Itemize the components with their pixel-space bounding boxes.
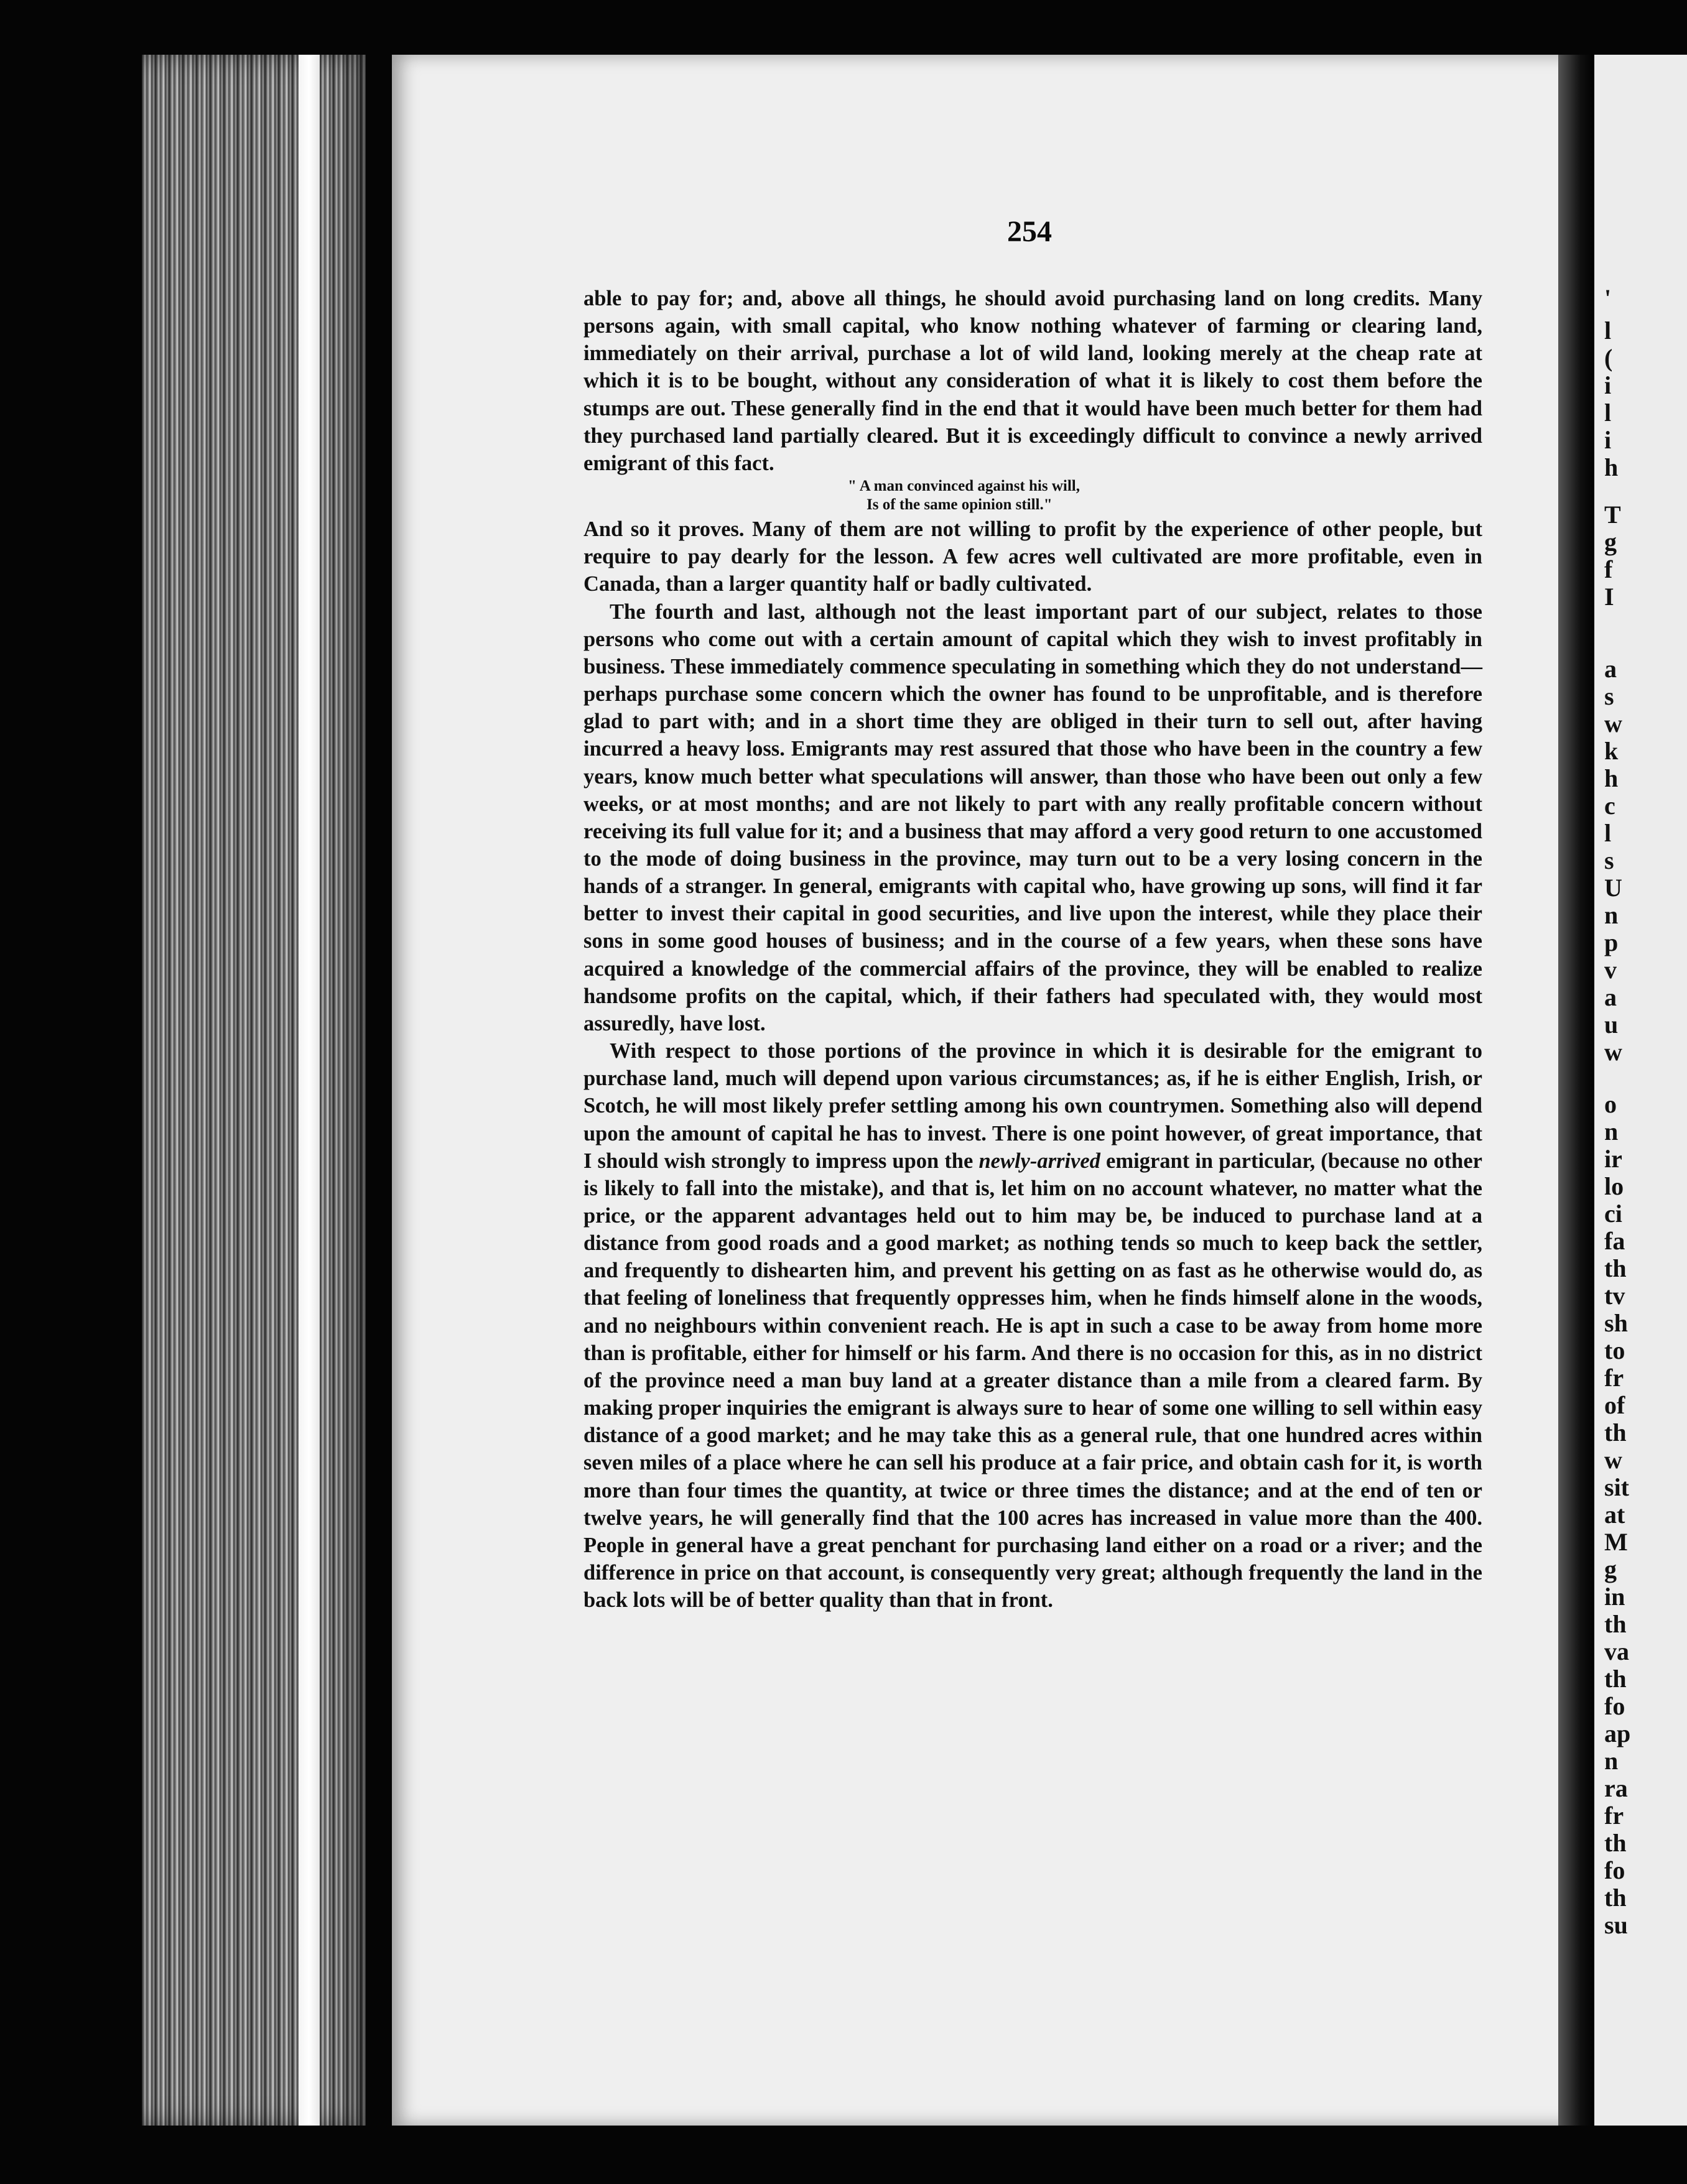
facing-page-letter: n [1604,901,1619,929]
facing-page-letter: lo [1604,1172,1624,1200]
facing-page-letter: h [1604,764,1619,792]
facing-page-letter: ' [1604,284,1612,312]
facing-page-letter: I [1604,583,1614,611]
facing-page-letter: va [1604,1637,1629,1665]
facing-page-letter: u [1604,1011,1619,1039]
paragraph: able to pay for; and, above all things, he should avoid purchasing land on long credits. Many persons again, with small capital, who know nothing whatever of farming or clearing land, immediately on their arrival, purchase a lot of wild land, looking merely at the cheap rate at which it is to be bought, without any consideration of what it is likely to cost them before the stumps are out. These generally find in the end that it would have been much better for them had they purchased land partially cleared. But it is exceedingly difficult to convince a newly arrived emigrant of this fact. [583,287,1482,475]
facing-page-letter: i [1604,371,1612,399]
facing-page-letter: n [1604,1117,1619,1145]
facing-page-letter: v [1604,956,1617,984]
facing-page-letter: th [1604,1665,1627,1693]
paragraph [583,1037,1482,1614]
facing-page-letter: th [1604,1254,1627,1282]
paragraph-text: With respect to those portions of the province in which it is desirable for the emigrant to purchase land, much will depend upon various circumstances; as, if he is either English, Irish, or Scotch, he will most likely prefer settling among his own countrymen. Something also will depend upon the amount of capital he has to invest. There is one point however, of great importance, that I should wish strongly to impress upon the [583,1039,1482,1173]
facing-page-letter: w [1604,710,1622,738]
facing-page-letter: th [1604,1610,1627,1638]
facing-page-letter: fo [1604,1692,1625,1720]
verse-line: " A man convinced against his will, [848,478,1080,495]
facing-page-letter: o [1604,1090,1617,1118]
facing-page-letter: th [1604,1884,1627,1912]
facing-page-letter: sit [1604,1473,1629,1501]
facing-page-letter: U [1604,874,1622,902]
book-gutter [1558,55,1594,2126]
book-page-edges [142,55,366,2126]
facing-page-letter: ci [1604,1200,1622,1228]
facing-page-letter: h [1604,453,1619,481]
facing-page-letter: in [1604,1583,1625,1611]
facing-page-letter: ( [1604,344,1613,372]
facing-page-letter: f [1604,555,1613,583]
facing-page-letter: a [1604,655,1617,683]
emphasized-text: newly-arrived [978,1149,1100,1173]
facing-page-letter: to [1604,1336,1625,1364]
facing-page-letter: at [1604,1501,1625,1529]
facing-page-letter: fr [1604,1802,1624,1830]
paragraph: The fourth and last, although not the least important part of our subject, relates to those persons who come out with a certain amount of capital which they wish to invest profitably in business. These immediately commence speculating in something which they do not understand—perhaps purchase some concern which the owner has found to be unprofitable, and is therefore glad to part with; and in a short time they are obliged in their turn to sell out, after having incurred a heavy loss. Emigrants may rest assured that those who have been in the country a few years, know much better what speculations will answer, than those who have been out only a few weeks, or at most months; and are not likely to part with any really profitable concern without receiving its full value for it; and a business that may afford a very good return to one accustomed to the mode of doing business in the province, may turn out to be a very losing concern in the hands of a stranger. In general, emigrants with capital who, have growing up sons, will find it far better to invest their capital in good securities, and live upon the interest, while they place their sons in some good houses of business; and in the course of a few years, when these sons have acquired a knowledge of the commercial affairs of the province, they will be enabled to realize handsome profits on the capital, which, if their fathers had speculated with, they would most assuredly, have lost. [583,599,1482,1035]
facing-page-letter: th [1604,1418,1627,1446]
facing-page-letter: l [1604,399,1612,427]
verse-line: Is of the same opinion still." [867,496,1053,514]
facing-page-letter: th [1604,1829,1627,1857]
facing-page-letter: s [1604,682,1614,710]
paragraph: And so it proves. Many of them are not willing to profit by the experience of other people, but require to pay dearly for the lesson. A few acres well cultivated are more profitable, even in Canada, than a larger quantity half or badly cultivated. [583,517,1482,596]
facing-page-letter: ra [1604,1774,1628,1802]
paragraph-text: emigrant in particular, (because no other is likely to fall into the mistake), and that is, let him on no account whatever, no matter what the price, or the apparent advantages held out to him may be, be induced to purchase land at a distance from good roads and a good market; as nothing tends so much to keep back the settler, and frequently to dishearten him, and prevent his getting on as fast as he otherwise would do, as that feeling of loneliness that frequently oppresses him, when he finds himself alone in the woods, and no neighbours within convenient reach. He is apt in such a case to be away from home more than is profitable, either for himself or his farm. And there is no occasion for this, as in no district of the province need a man buy land at a greater distance than a mile from a cleared farm. By making proper inquiries the emigrant is always sure to hear of some one willing to sell within easy distance of a good market; and he may take this as a general rule, that one hundred acres within seven miles of a place where he can sell his produce at a fair price, and obtain cash for it, is worth more than four times the quantity, at twice or three times the distance; and at the end of ten or twelve years, he will generally find that the 100 acres has increased in value more than the 400. People in general have a great penchant for purchasing land either on a road or a river; and the difference in price on that account, is consequently very great; although frequently the land in the back lots will be of better quality than that in front. [583,1149,1482,1613]
facing-page-letter: k [1604,737,1619,765]
facing-page-letter: sh [1604,1309,1628,1337]
facing-page-letter: w [1604,1038,1622,1066]
facing-page-letter: s [1604,846,1614,874]
facing-page-letter: n [1604,1747,1619,1775]
facing-page-letter: g [1604,1555,1617,1583]
facing-page-letter: fa [1604,1227,1625,1255]
facing-page-letter: of [1604,1391,1625,1419]
verse-quotation [583,477,1482,514]
facing-page-letter: fo [1604,1856,1625,1884]
facing-page-letter: a [1604,983,1617,1011]
facing-page-fragment [1594,55,1687,2126]
facing-page-letter: i [1604,426,1612,454]
facing-page-letter: M [1604,1528,1628,1556]
body-text [583,285,1482,1614]
facing-page-letter: ir [1604,1145,1622,1173]
facing-page-letter: l [1604,317,1612,345]
facing-page-letter: w [1604,1446,1622,1474]
page-number: 254 [1007,215,1052,248]
facing-page-letter: g [1604,528,1617,556]
facing-page-letter: p [1604,928,1619,956]
facing-page-letter: T [1604,501,1621,529]
facing-page-letter: fr [1604,1364,1624,1392]
facing-page-letter: su [1604,1911,1628,1939]
facing-page-letter: tv [1604,1282,1625,1310]
facing-page-letter: c [1604,792,1615,820]
page-edge-highlight [299,55,320,2126]
facing-page-letter: l [1604,819,1612,847]
facing-page-letter: ap [1604,1719,1631,1747]
